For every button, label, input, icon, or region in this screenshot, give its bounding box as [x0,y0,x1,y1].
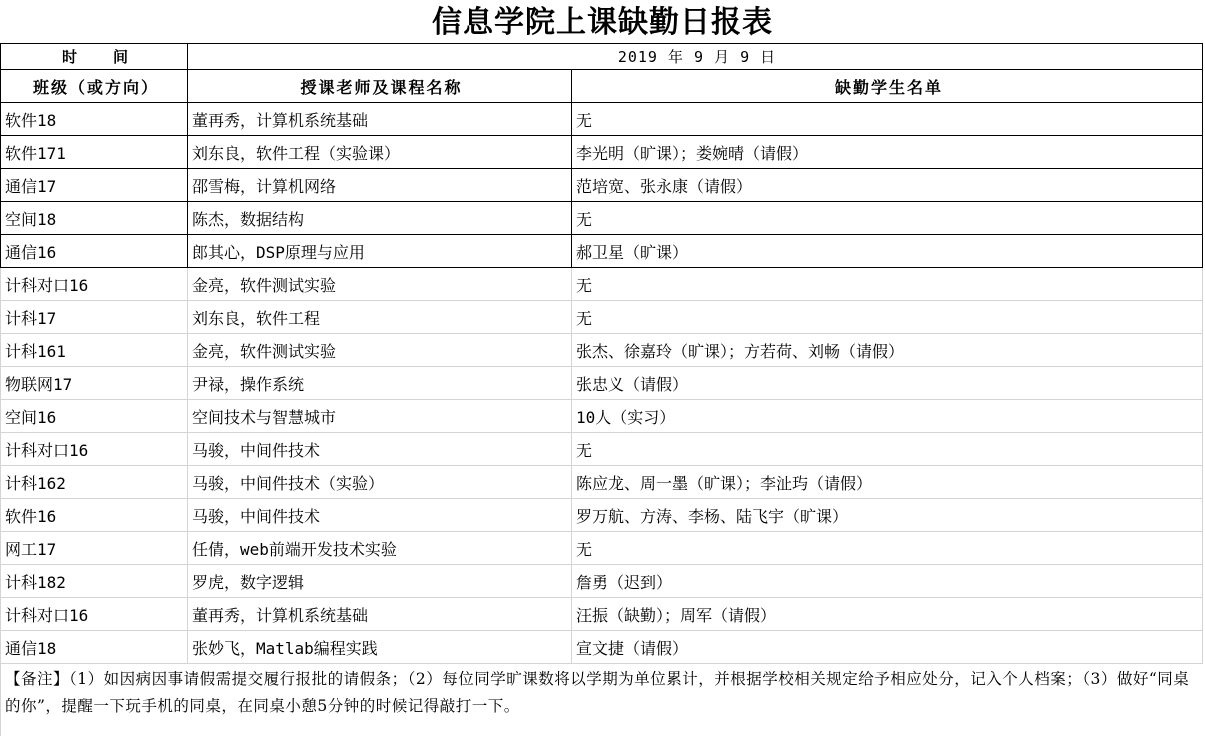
teacher-course-cell: 董再秀，计算机系统基础 [188,598,572,631]
header-teacher-course: 授课老师及课程名称 [188,70,572,103]
table-row [1,334,1203,367]
table-row [1,466,1203,499]
time-label: 时 间 [1,44,188,70]
absent-students-cell: 陈应龙、周一墨（旷课）；李沚玙（请假） [572,466,1203,499]
report-title: 信息学院上课缺勤日报表 [432,5,773,40]
class-cell: 通信16 [1,235,188,268]
teacher-course-cell: 马骏，中间件技术（实验） [188,466,572,499]
header-row [1,70,1203,103]
absent-students-cell: 无 [572,301,1203,334]
class-cell: 空间16 [1,400,188,433]
absent-students-cell: 李光明（旷课）；娄婉晴（请假） [572,136,1203,169]
class-cell: 通信17 [1,169,188,202]
table-row [1,169,1203,202]
table-row [1,235,1203,268]
class-cell: 计科17 [1,301,188,334]
table-row [1,631,1203,664]
absent-students-cell: 无 [572,202,1203,235]
header-class: 班级（或方向） [1,70,188,103]
table-row [1,301,1203,334]
absent-students-cell: 无 [572,532,1203,565]
table-row [1,532,1203,565]
absent-students-cell: 宣文捷（请假） [572,631,1203,664]
table-row [1,103,1203,136]
absent-students-cell: 詹勇（迟到） [572,565,1203,598]
report-date: 2019 年 9 月 9 日 [188,44,1203,70]
class-cell: 计科162 [1,466,188,499]
absent-students-cell: 范培宽、张永康（请假） [572,169,1203,202]
table-row [1,499,1203,532]
class-cell: 软件18 [1,103,188,136]
teacher-course-cell: 尹禄，操作系统 [188,367,572,400]
table-row [1,598,1203,631]
teacher-course-cell: 张妙飞，Matlab编程实践 [188,631,572,664]
class-cell: 软件171 [1,136,188,169]
absent-students-cell: 无 [572,268,1203,301]
teacher-course-cell: 马骏，中间件技术 [188,499,572,532]
absent-students-cell: 张杰、徐嘉玲（旷课）；方若荷、刘畅（请假） [572,334,1203,367]
table-row [1,565,1203,598]
class-cell: 软件16 [1,499,188,532]
class-cell: 空间18 [1,202,188,235]
remarks-note: 【备注】（1）如因病因事请假需提交履行报批的请假条；（2）每位同学旷课数将以学期为单位累计，并根据学校相关规定给予相应处分，记入个人档案；（3）做好“同桌的你”，提醒一下玩手机的同桌，在同桌小憩5分钟的时候记得敲打一下。 [0,664,1202,736]
class-cell: 通信18 [1,631,188,664]
class-cell: 计科对口16 [1,268,188,301]
class-cell: 计科对口16 [1,433,188,466]
absent-students-cell: 10人（实习） [572,400,1203,433]
class-cell: 计科对口16 [1,598,188,631]
table-row [1,136,1203,169]
class-cell: 物联网17 [1,367,188,400]
teacher-course-cell: 罗虎，数字逻辑 [188,565,572,598]
teacher-course-cell: 空间技术与智慧城市 [188,400,572,433]
header-absent-students: 缺勤学生名单 [572,70,1203,103]
table-row [1,367,1203,400]
teacher-course-cell: 马骏，中间件技术 [188,433,572,466]
absent-students-cell: 无 [572,103,1203,136]
absent-students-cell: 张忠义（请假） [572,367,1203,400]
teacher-course-cell: 金亮，软件测试实验 [188,334,572,367]
table-row [1,400,1203,433]
absent-students-cell: 汪振（缺勤）；周军（请假） [572,598,1203,631]
absence-table [0,43,1203,664]
teacher-course-cell: 金亮，软件测试实验 [188,268,572,301]
absent-students-cell: 无 [572,433,1203,466]
class-cell: 计科161 [1,334,188,367]
teacher-course-cell: 刘东良，软件工程（实验课） [188,136,572,169]
table-row [1,433,1203,466]
teacher-course-cell: 任倩，web前端开发技术实验 [188,532,572,565]
teacher-course-cell: 董再秀，计算机系统基础 [188,103,572,136]
table-row [1,268,1203,301]
absent-students-cell: 罗万航、方涛、李杨、陆飞宇（旷课） [572,499,1203,532]
class-cell: 网工17 [1,532,188,565]
teacher-course-cell: 刘东良，软件工程 [188,301,572,334]
teacher-course-cell: 陈杰，数据结构 [188,202,572,235]
time-row [1,44,1203,70]
class-cell: 计科182 [1,565,188,598]
teacher-course-cell: 邵雪梅，计算机网络 [188,169,572,202]
absent-students-cell: 郝卫星（旷课） [572,235,1203,268]
teacher-course-cell: 郎其心，DSP原理与应用 [188,235,572,268]
table-row [1,202,1203,235]
